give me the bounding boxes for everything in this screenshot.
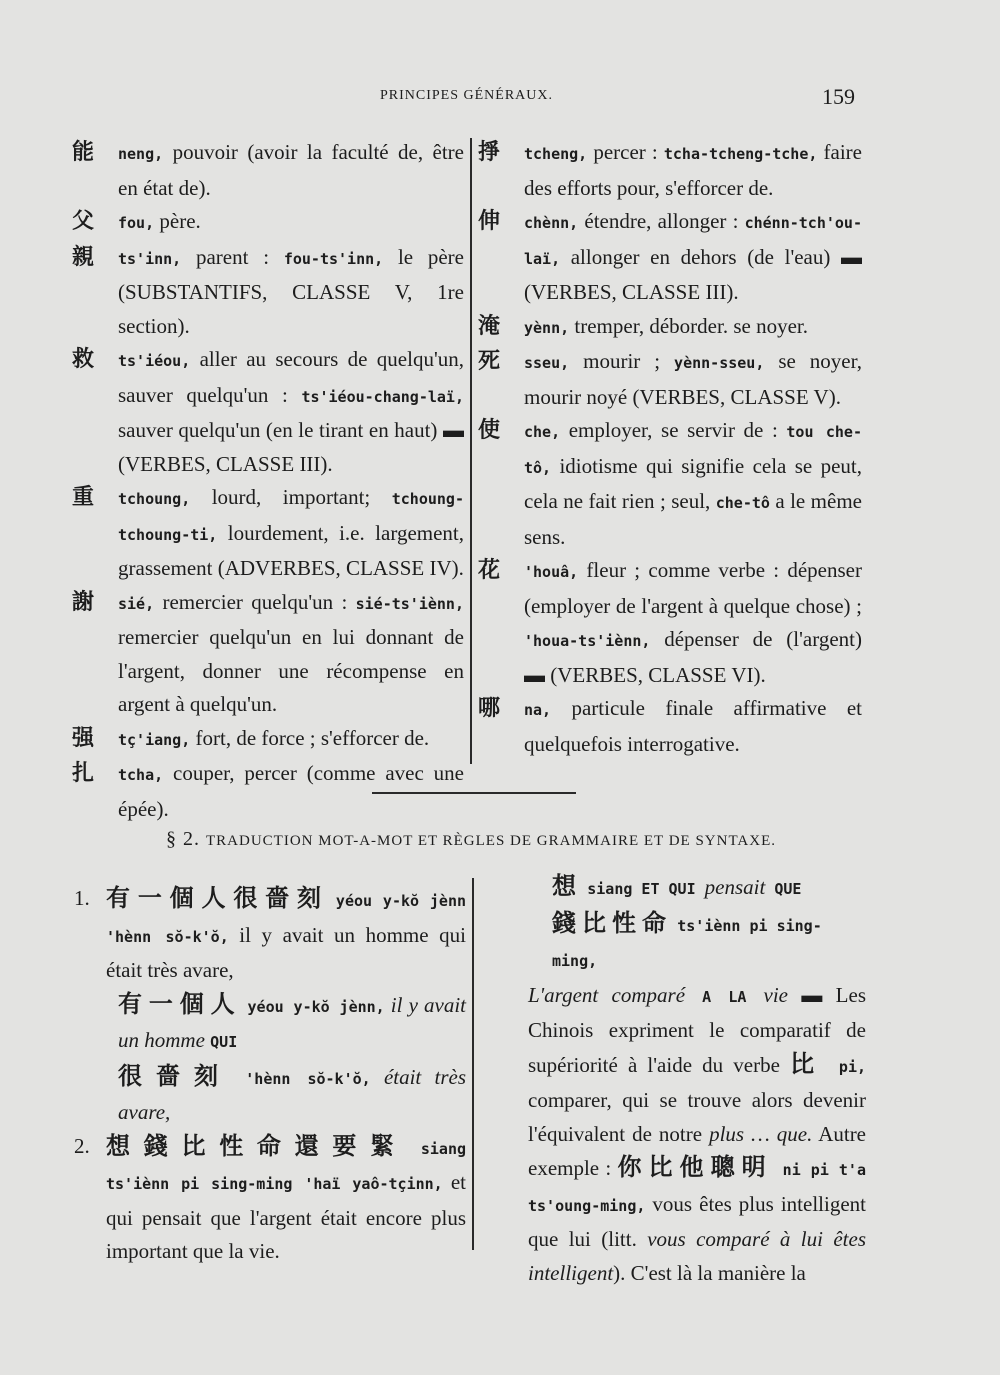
section-title: TRADUCTION MOT-A-MOT ET RÈGLES DE GRAMMAIRE ET DE SYNTAXE. <box>206 833 776 849</box>
section-heading <box>166 828 826 851</box>
glossary-entry: 伸 chènn, étendre, allonger : chénn-tch'ou-laï, allonger en dehors (de l'eau) ▬ (VERBES, CLASSE III). <box>478 209 862 304</box>
section-symbol: § <box>166 828 177 850</box>
glossary-entry: 親 ts'inn, parent : fou-ts'inn, le père (SUBSTANTIFS, CLASSE V, 1re section). <box>72 244 464 338</box>
translation-item: 2. 想錢比性命還要緊 siang ts'iènn pi sing-ming 'haï yaô-tçinn, et qui pensait que l'argent était encore plus important que la vie. <box>74 1131 467 1263</box>
glossary-entry: 掙 tcheng, percer : tcha-tcheng-tche, faire des efforts pour, s'efforcer de. <box>478 140 862 200</box>
running-title: PRINCIPES GÉNÉRAUX. <box>380 88 554 103</box>
page-number: 159 <box>822 84 855 109</box>
translation-subitem: 有一個人 yéou y-kŏ jènn, il y avait un homme QUI <box>118 989 466 1052</box>
glossary-entry: 强 tç'iang, fort, de force ; s'efforcer de. <box>72 725 430 751</box>
section-separator <box>372 792 576 794</box>
glossary-entry: 花 'houâ, fleur ; comme verbe : dépenser (employer de l'argent à quelque chose) ; 'houa-ts'iènn, dépenser de (l'argent) ▬ (VERBES, CLASSE VI). <box>478 558 862 687</box>
glossary-entry: 救 ts'iéou, aller au secours de quelqu'un, sauver quelqu'un : ts'iéou-chang-laï, sauver quelqu'un (en le tirant en haut) ▬ (VERBES, CLASSE III). <box>72 347 464 476</box>
section-number: 2. <box>183 828 200 850</box>
glossary-entry: 重 tchoung, lourd, important; tchoung-tchoung-ti, lourdement, i.e. largement, grassement (ADVERBES, CLASSE IV). <box>72 485 464 580</box>
translation-subitem: 錢比性命 ts'iènn pi sing-ming, <box>552 908 822 970</box>
translation-subitem: 想 siang ET QUI pensait QUE <box>552 872 802 900</box>
glossary-entry: 淹 yènn, tremper, déborder. se noyer. <box>478 313 808 339</box>
grammar-note: L'argent comparé A LA vie ▬ Les Chinois expriment le comparatif de supériorité à l'aide du verbe 比 pi, comparer, qui se trouve alors devenir l'équivalent de notre plus … que. Autre exemple : 你比他聰明 ni pi t'a ts'oung-ming, vous êtes plus intelligent que lui (litt. vous comparé à lui êtes intelligent). C'est là la manière la <box>528 982 867 1285</box>
glossary-entry: 扎 tcha, couper, percer (comme avec une épée). <box>72 761 464 821</box>
glossary-entry: 能 neng, pouvoir (avoir la faculté de, être en état de). <box>72 140 464 200</box>
translation-item: 1. 有一個人很嗇刻 yéou y-kŏ jènn 'hènn sŏ-k'ŏ, il y avait un homme qui était très avare, <box>74 884 467 982</box>
translation-subitem: 很嗇刻 'hènn sŏ-k'ŏ, était très avare, <box>118 1061 467 1124</box>
translation-right-column <box>528 870 866 1290</box>
glossary-right-column <box>478 136 862 761</box>
translation-left-column <box>74 882 466 1269</box>
glossary-left-column <box>72 136 464 826</box>
glossary-entry: 父 fou, père. <box>72 209 201 234</box>
glossary-entry: 哪 na, particule finale affirmative et quelquefois interrogative. <box>478 696 862 756</box>
column-divider-bottom <box>472 878 474 1250</box>
glossary-entry: 死 sseu, mourir ; yènn-sseu, se noyer, mourir noyé (VERBES, CLASSE V). <box>478 349 863 409</box>
glossary-entry: 謝 sié, remercier quelqu'un : sié-ts'iènn, remercier quelqu'un en lui donnant de l'argent, donner une récompense en argent à quelqu'un. <box>72 589 464 716</box>
column-divider-top <box>470 138 472 764</box>
glossary-entry: 使 che, employer, se servir de : tou che-tô, idiotisme qui signifie cela se peut, cela ne fait rien ; seul, che-tô a le même sens. <box>478 418 862 549</box>
